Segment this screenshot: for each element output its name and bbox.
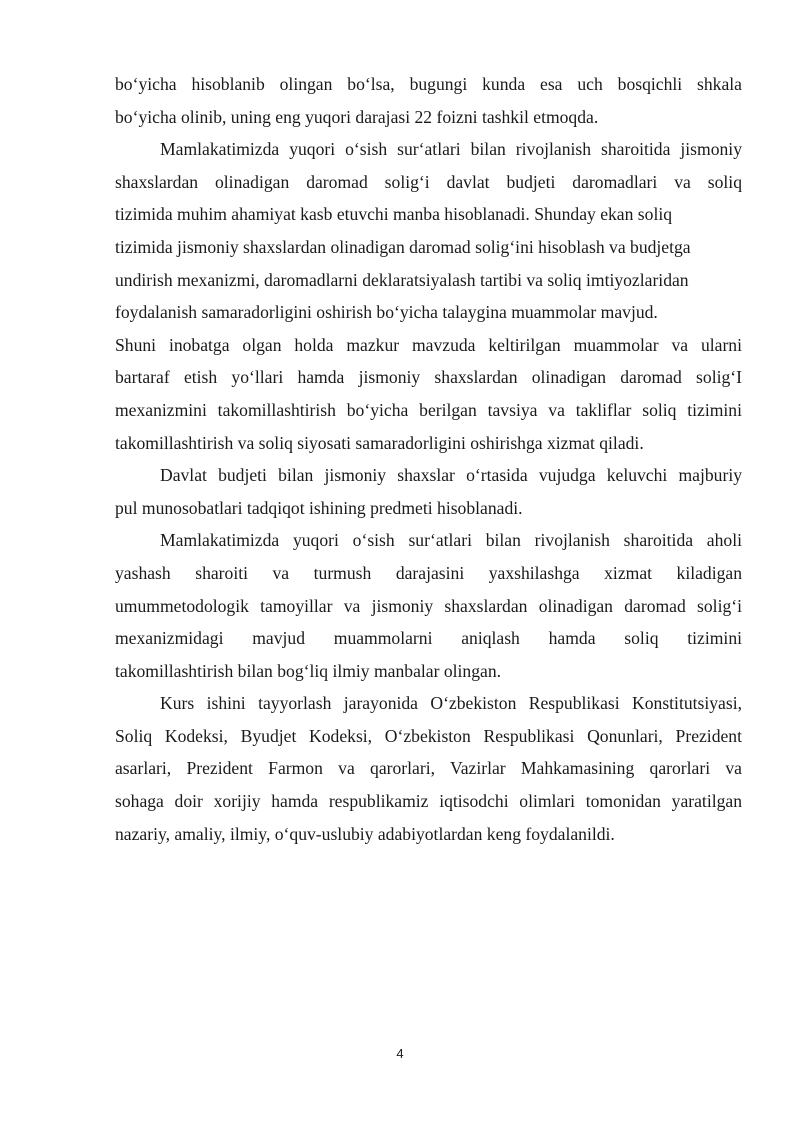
- text-line: bartaraf etish yo‘llari hamda jismoniy shaxslardan olinadigan daromad solig‘I: [115, 367, 742, 388]
- text-line: mexanizmidagi mavjud muammolarni aniqlash hamda soliq tizimini: [115, 628, 742, 649]
- text-line: sohaga doir xorijiy hamda respublikamiz iqtisodchi olimlari tomonidan yaratilgan: [115, 791, 742, 812]
- text-line: tizimida jismoniy shaxslardan olinadigan daromad solig‘ini hisoblash va budjetga: [115, 236, 691, 257]
- text-line: takomillashtirish bilan bog‘liq ilmiy manbalar olingan.: [115, 660, 502, 681]
- text-line: bo‘yicha olinib, uning eng yuqori darajasi 22 foizni tashkil etmoqda.: [115, 106, 599, 127]
- text-line: bo‘yicha hisoblanib olingan bo‘lsa, bugungi kunda esa uch bosqichli shkala: [115, 74, 742, 94]
- text-line: undirish mexanizmi, daromadlarni deklaratsiyalash tartibi va soliq imtiyozlaridan: [115, 269, 689, 290]
- text-line: nazariy, amaliy, ilmiy, o‘quv-uslubiy adabiyotlardan keng foydalanildi.: [115, 823, 615, 844]
- text-line: asarlari, Prezident Farmon va qarorlari, Vazirlar Mahkamasining qarorlari va: [115, 758, 742, 779]
- text-line: pul munosobatlari tadqiqot ishining predmeti hisoblanadi.: [115, 497, 523, 518]
- text-line: shaxslardan olinadigan daromad solig‘i davlat budjeti daromadlari va soliq: [115, 171, 742, 192]
- text-line: yashash sharoiti va turmush darajasini yaxshilashga xizmat kiladigan: [115, 562, 742, 583]
- text-line: tizimida muhim ahamiyat kasb etuvchi manba hisoblanadi. Shunday ekan soliq: [115, 204, 673, 225]
- document-body: [115, 68, 742, 850]
- page-number: 4: [396, 1046, 404, 1061]
- text-line: takomillashtirish va soliq siyosati samaradorligini oshirishga xizmat qiladi.: [115, 432, 644, 453]
- paragraph-first-line: Kurs ishini tayyorlash jarayonida O‘zbekiston Respublikasi Konstitutsiyasi,: [160, 693, 742, 714]
- text-line: Soliq Kodeksi, Byudjet Kodeksi, O‘zbekiston Respublikasi Qonunlari, Prezident: [115, 725, 742, 746]
- text-line: Shuni inobatga olgan holda mazkur mavzuda keltirilgan muammolar va ularni: [115, 334, 742, 355]
- paragraph-first-line: Mamlakatimizda yuqori o‘sish sur‘atlari bilan rivojlanish sharoitida aholi: [160, 530, 742, 551]
- text-line: umummetodologik tamoyillar va jismoniy shaxslardan olinadigan daromad solig‘i: [115, 595, 742, 616]
- text-line: foydalanish samaradorligini oshirish bo‘yicha talaygina muammolar mavjud.: [115, 302, 658, 323]
- paragraph-first-line: Davlat budjeti bilan jismoniy shaxslar o‘rtasida vujudga keluvchi majburiy: [160, 465, 742, 486]
- text-line: mexanizmini takomillashtirish bo‘yicha berilgan tavsiya va takliflar soliq tizimini: [115, 399, 742, 420]
- paragraph-first-line: Mamlakatimizda yuqori o‘sish sur‘atlari bilan rivojlanish sharoitida jismoniy: [160, 139, 742, 160]
